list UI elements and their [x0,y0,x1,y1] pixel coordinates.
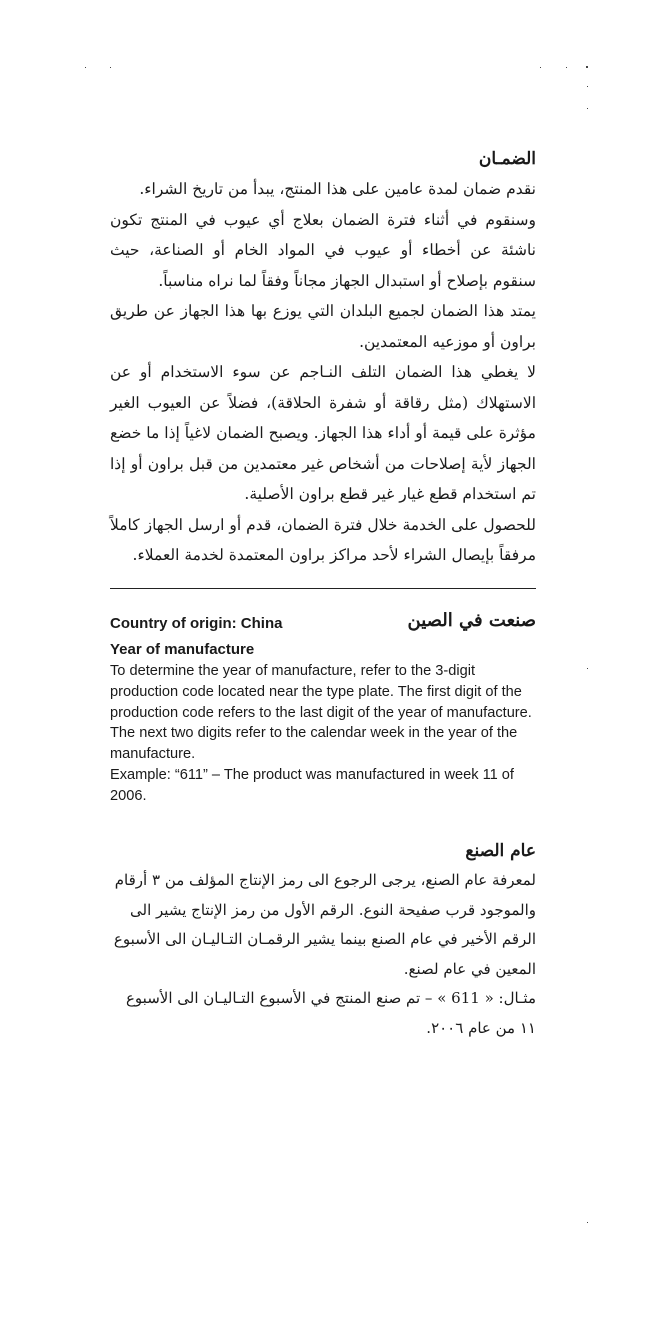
warranty-paragraph: يمتد هذا الضمان لجميع البلدان التي يوزع بها هذا الجهاز عن طريق براون أو موزعيه المعتمدين. [110,302,536,351]
scan-speck [587,1222,588,1223]
scan-speck [587,668,588,669]
country-of-origin-row [110,610,536,638]
scan-speck [540,67,541,68]
country-of-origin-arabic: صنعت في الصين [407,610,536,631]
warranty-paragraph: نقدم ضمان لمدة عامين على هذا المنتج، يبدأ من تاريخ الشراء. [139,180,536,198]
year-of-manufacture-english [110,640,536,807]
section-divider [110,588,536,589]
warranty-paragraph: وسنقوم في أثناء فترة الضمان بعلاج أي عيوب في المنتج تكون ناشئة عن أخطاء أو عيوب في المواد الخام أو الصناعة، حيث سنقوم بإصلاح أو استبدال الجهاز مجاناً وفقاً لما نراه مناسباً. [110,210,536,290]
scan-speck [587,86,588,87]
warranty-paragraph: لا يغطي هذا الضمان التلف النـاجم عن سوء الاستخدام أو عن الاستهلاك (مثل رقاقة أو شفرة الحلاقة)، فضلاً عن العيوب الغير مؤثرة على قيمة أو أداء هذا الجهاز. ويصبح الضمان لاغياً إذا ما خضع الجهاز لأية إصلاحات من أشخاص غير معتمدين من قبل براون أو إذا تم استخدام قطع غيار غير قطع براون الأصلية. [110,363,536,503]
scan-speck [586,66,588,68]
year-of-manufacture-body-arabic: لمعرفة عام الصنع، يرجى الرجوع الى رمز الإنتاج المؤلف من ٣ أرقام والموجود قرب صفيحة النوع. الرقم الأول من رمز الإنتاج يشير الى الرقم الأخير في عام الصنع بينما يشير الرقمـان التـاليـان الى الأسبوع المعين في عام لصنع. [113,871,536,978]
country-of-origin-english: Country of origin: China [110,615,283,632]
scan-speck [566,67,567,68]
year-of-manufacture-arabic [110,838,536,1043]
year-of-manufacture-heading: Year of manufacture [110,641,255,658]
warranty-title: الضمـان [478,149,536,169]
year-of-manufacture-body: To determine the year of manufacture, refer to the 3-digit production code located near the type plate. The first digit of the production code refers to the last digit of the year of manufacture. The next two digits refer to the calendar week in the year of the manufacture. [110,663,532,763]
scan-speck [110,67,111,68]
warranty-section-arabic [110,146,536,571]
scan-speck [85,67,86,68]
scan-speck [587,108,588,109]
year-of-manufacture-example: Example: “611” – The product was manufactured in week 11 of 2006. [110,766,514,804]
year-of-manufacture-title-arabic: عام الصنع [465,841,536,861]
year-of-manufacture-example-arabic: مثـال: « 611 » – تم صنع المنتج في الأسبوع التـاليـان الى الأسبوع ١١ من عام ٢٠٠٦. [125,989,536,1037]
warranty-paragraph: للحصول على الخدمة خلال فترة الضمان، قدم أو ارسل الجهاز كاملاً مرفقاً بإيصال الشراء لأحد مراكز براون المعتمدة لخدمة العملاء. [110,515,536,564]
